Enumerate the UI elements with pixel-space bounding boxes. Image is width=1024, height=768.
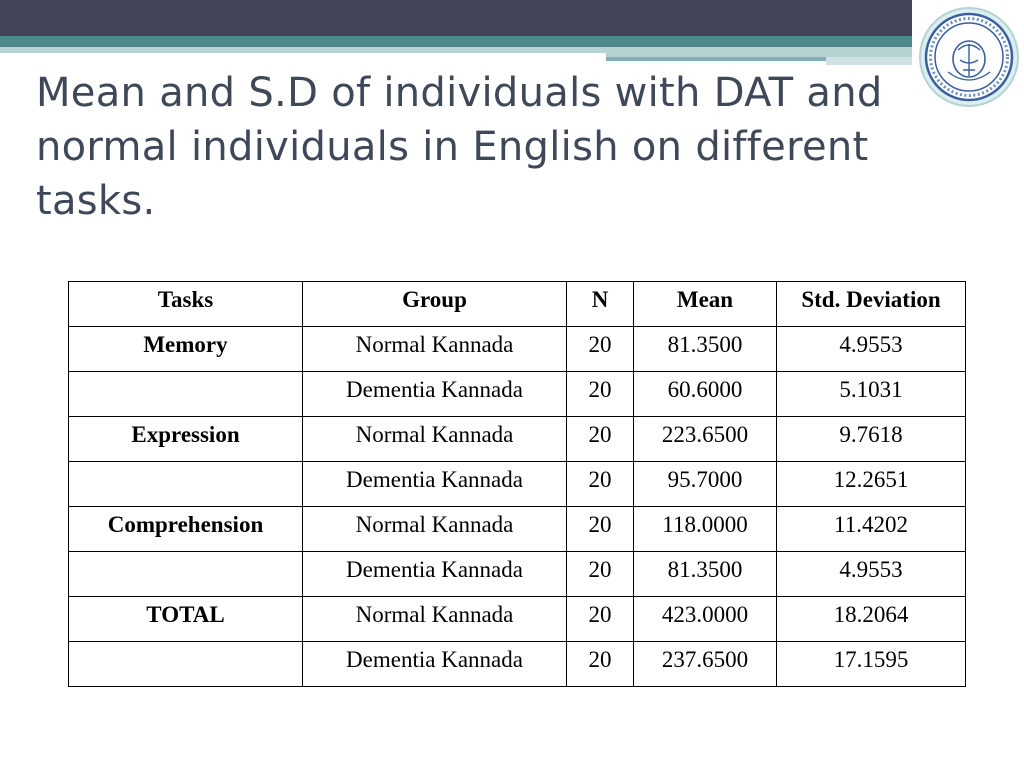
cell-mean: 237.6500 bbox=[634, 642, 777, 687]
table-row bbox=[69, 552, 966, 597]
table-row bbox=[69, 642, 966, 687]
header-bar-dark bbox=[0, 0, 912, 36]
cell-sd: 11.4202 bbox=[777, 507, 966, 552]
cell-sd: 18.2064 bbox=[777, 597, 966, 642]
cell-mean: 60.6000 bbox=[634, 372, 777, 417]
header-bar-teal-thin bbox=[606, 57, 826, 61]
header-mean: Mean bbox=[634, 282, 777, 327]
cell-mean: 423.0000 bbox=[634, 597, 777, 642]
cell-n: 20 bbox=[567, 597, 634, 642]
cell-sd: 5.1031 bbox=[777, 372, 966, 417]
header-group: Group bbox=[303, 282, 567, 327]
table-row bbox=[69, 327, 966, 372]
table-row bbox=[69, 372, 966, 417]
cell-task bbox=[69, 462, 303, 507]
cell-mean: 81.3500 bbox=[634, 552, 777, 597]
cell-mean: 223.6500 bbox=[634, 417, 777, 462]
header-bar-light-right bbox=[606, 47, 912, 57]
table-row bbox=[69, 417, 966, 462]
table-row bbox=[69, 507, 966, 552]
cell-task: Memory bbox=[69, 327, 303, 372]
cell-n: 20 bbox=[567, 327, 634, 372]
header-tasks: Tasks bbox=[69, 282, 303, 327]
table-row bbox=[69, 597, 966, 642]
cell-task: TOTAL bbox=[69, 597, 303, 642]
cell-n: 20 bbox=[567, 372, 634, 417]
institute-seal-icon bbox=[918, 6, 1020, 108]
table-row bbox=[69, 462, 966, 507]
cell-group: Normal Kannada bbox=[303, 417, 567, 462]
cell-mean: 81.3500 bbox=[634, 327, 777, 372]
cell-n: 20 bbox=[567, 552, 634, 597]
cell-sd: 17.1595 bbox=[777, 642, 966, 687]
cell-n: 20 bbox=[567, 462, 634, 507]
cell-n: 20 bbox=[567, 417, 634, 462]
cell-mean: 118.0000 bbox=[634, 507, 777, 552]
header-bar-light bbox=[0, 47, 606, 53]
cell-sd: 4.9553 bbox=[777, 552, 966, 597]
cell-group: Normal Kannada bbox=[303, 597, 567, 642]
cell-group: Dementia Kannada bbox=[303, 642, 567, 687]
header-sd: Std. Deviation bbox=[777, 282, 966, 327]
header-bar-teal bbox=[0, 36, 912, 47]
cell-group: Dementia Kannada bbox=[303, 372, 567, 417]
cell-task: Expression bbox=[69, 417, 303, 462]
cell-task bbox=[69, 642, 303, 687]
cell-group: Dementia Kannada bbox=[303, 552, 567, 597]
cell-group: Normal Kannada bbox=[303, 507, 567, 552]
cell-sd: 12.2651 bbox=[777, 462, 966, 507]
stats-table bbox=[68, 281, 966, 687]
cell-sd: 4.9553 bbox=[777, 327, 966, 372]
cell-n: 20 bbox=[567, 642, 634, 687]
cell-n: 20 bbox=[567, 507, 634, 552]
header-n: N bbox=[567, 282, 634, 327]
cell-mean: 95.7000 bbox=[634, 462, 777, 507]
cell-group: Normal Kannada bbox=[303, 327, 567, 372]
header-bar-light-end bbox=[826, 57, 912, 65]
cell-group: Dementia Kannada bbox=[303, 462, 567, 507]
cell-task bbox=[69, 552, 303, 597]
table-header-row bbox=[69, 282, 966, 327]
cell-sd: 9.7618 bbox=[777, 417, 966, 462]
slide-title: Mean and S.D of individuals with DAT and normal individuals in English on different tasks. bbox=[36, 70, 883, 224]
cell-task bbox=[69, 372, 303, 417]
cell-task: Comprehension bbox=[69, 507, 303, 552]
